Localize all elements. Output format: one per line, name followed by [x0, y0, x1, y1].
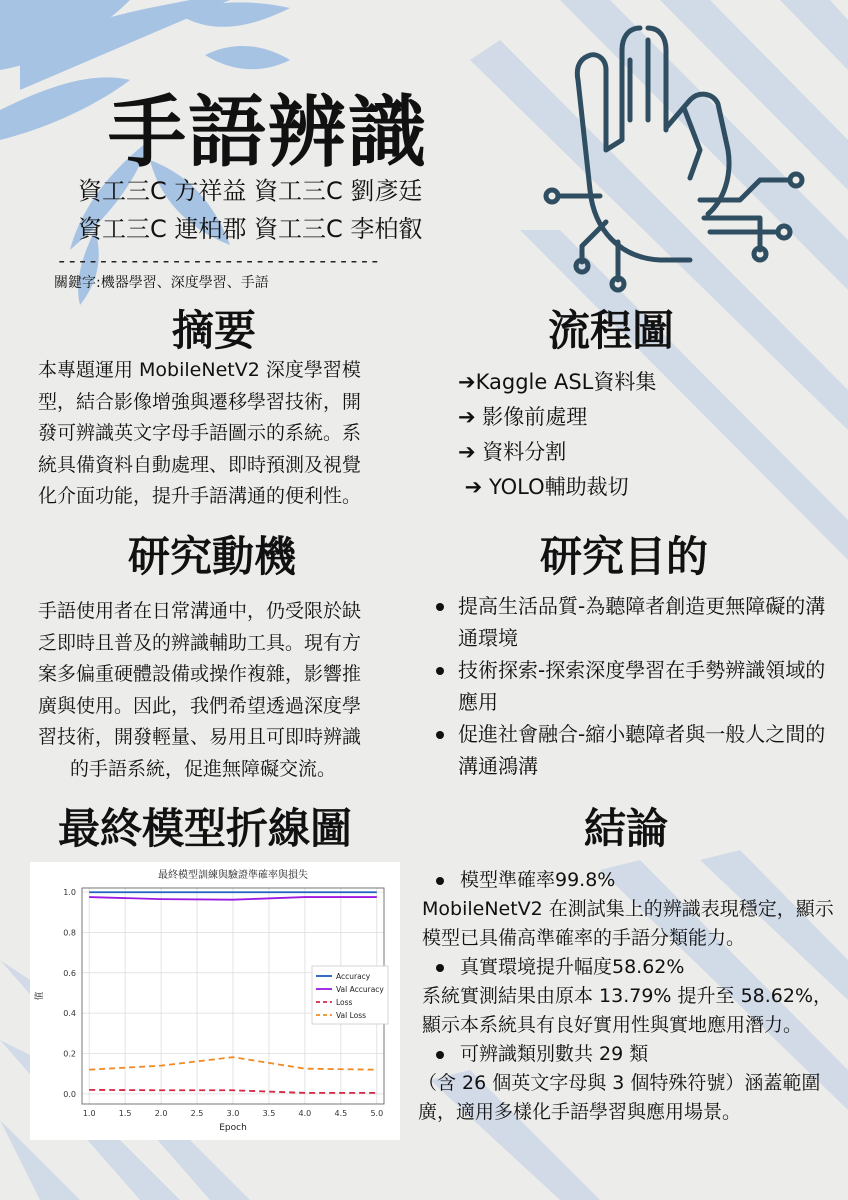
chart-section-title: 最終模型折線圖	[58, 804, 353, 853]
abstract-line: 本專題運用 MobileNetV2 深度學習模	[38, 359, 361, 381]
x-tick-label: 1.5	[118, 1109, 132, 1118]
x-tick-label: 2.5	[190, 1109, 204, 1118]
abstract-line: 型，結合影像增強與遷移學習技術，開	[38, 390, 362, 413]
conclusion-detail: MobileNetV2 在測試集上的辨識表現穩定，顯示模型已具備高準確率的手語分類能力。	[422, 898, 834, 949]
motivation-line: 廣與使用。因此，我們希望透過深度學	[38, 694, 362, 717]
motivation-line: 乏即時且普及的辨識輔助工具。現有方	[38, 631, 362, 654]
y-tick-label: 1.0	[63, 888, 76, 898]
chart-title: 最終模型訓練與驗證準確率與損失	[158, 870, 308, 881]
purpose-item: 提高生活品質-為聽障者創造更無障礙的溝通環境	[432, 590, 832, 654]
abstract-line: 統具備資料自動處理、即時預測及視覺	[38, 453, 362, 476]
x-tick-label: 3.5	[262, 1109, 276, 1118]
chart-container	[30, 862, 400, 1140]
x-tick-label: 4.0	[298, 1109, 312, 1118]
flow-step: ➔Kaggle ASL資料集	[458, 370, 657, 394]
x-tick-label: 5.0	[370, 1109, 384, 1118]
legend-label: Val Accuracy	[336, 985, 384, 994]
x-tick-label: 2.0	[154, 1109, 168, 1118]
authors-line-1: 資工三C 方祥益 資工三C 劉彥廷	[78, 177, 423, 205]
motivation-title: 研究動機	[128, 532, 297, 581]
y-tick-label: 0.0	[63, 1089, 76, 1099]
purpose-item: 技術探索-探索深度學習在手勢辨識領域的應用	[432, 654, 832, 718]
conclusion-bullet: 模型準確率99.8%	[418, 866, 838, 895]
flow-step: ➔ YOLO輔助裁切	[458, 475, 629, 499]
y-tick-label: 0.4	[63, 1009, 76, 1019]
flowchart-title: 流程圖	[548, 306, 675, 355]
purpose-list	[432, 590, 832, 782]
x-tick-label: 1.0	[82, 1109, 96, 1118]
flowchart-steps	[458, 365, 656, 505]
flow-step: ➔ 影像前處理	[458, 405, 588, 429]
authors	[78, 172, 422, 248]
x-tick-label: 3.0	[226, 1109, 240, 1118]
conclusion-title: 結論	[584, 804, 669, 853]
abstract-text	[38, 355, 361, 513]
y-tick-label: 0.2	[63, 1049, 76, 1059]
legend-label: Loss	[336, 998, 353, 1007]
conclusion-detail: （含 26 個英文字母與 3 個特殊符號）涵蓋範圍廣，適用多樣化手語學習與應用場景。	[418, 1072, 821, 1123]
conclusion-bullet: 真實環境提升幅度58.62%	[418, 953, 838, 982]
divider: -------------------------------	[56, 250, 380, 272]
legend-label: Accuracy	[336, 972, 371, 981]
y-axis-label: 值	[35, 991, 45, 1001]
keywords: 關鍵字:機器學習、深度學習、手語	[54, 275, 269, 291]
motivation-line: 手語使用者在日常溝通中，仍受限於缺	[38, 600, 362, 622]
line-chart	[30, 862, 400, 1140]
flow-step: ➔ 資料分割	[458, 440, 567, 464]
abstract-title: 摘要	[172, 306, 257, 355]
conclusion-detail: 系統實測結果由原本 13.79% 提升至 58.62%，顯示本系統具有良好實用性與實地應用潛力。	[422, 985, 833, 1036]
y-tick-label: 0.8	[63, 928, 76, 938]
conclusion-text	[418, 866, 838, 1127]
poster-title: 手語辨識	[108, 88, 429, 178]
abstract-line: 化介面功能，提升手語溝通的便利性。	[38, 485, 362, 507]
motivation-text	[38, 596, 361, 785]
y-tick-label: 0.6	[63, 968, 76, 978]
motivation-line: 案多偏重硬體設備或操作複雜，影響推	[38, 663, 362, 685]
abstract-line: 發可辨識英文字母手語圖示的系統。系	[38, 422, 362, 444]
conclusion-bullet: 可辨識類別數共 29 類	[418, 1040, 838, 1069]
purpose-item: 促進社會融合-縮小聽障者與一般人之間的溝通鴻溝	[432, 718, 832, 782]
motivation-line: 的手語系統，促進無障礙交流。	[70, 757, 337, 780]
motivation-line: 習技術，開發輕量、易用且可即時辨識	[38, 726, 362, 748]
x-axis-label: Epoch	[219, 1123, 247, 1133]
legend-label: Val Loss	[336, 1011, 367, 1020]
authors-line-2: 資工三C 連柏郡 資工三C 李柏叡	[78, 215, 423, 243]
x-tick-label: 4.5	[334, 1109, 348, 1118]
purpose-title: 研究目的	[540, 532, 709, 581]
